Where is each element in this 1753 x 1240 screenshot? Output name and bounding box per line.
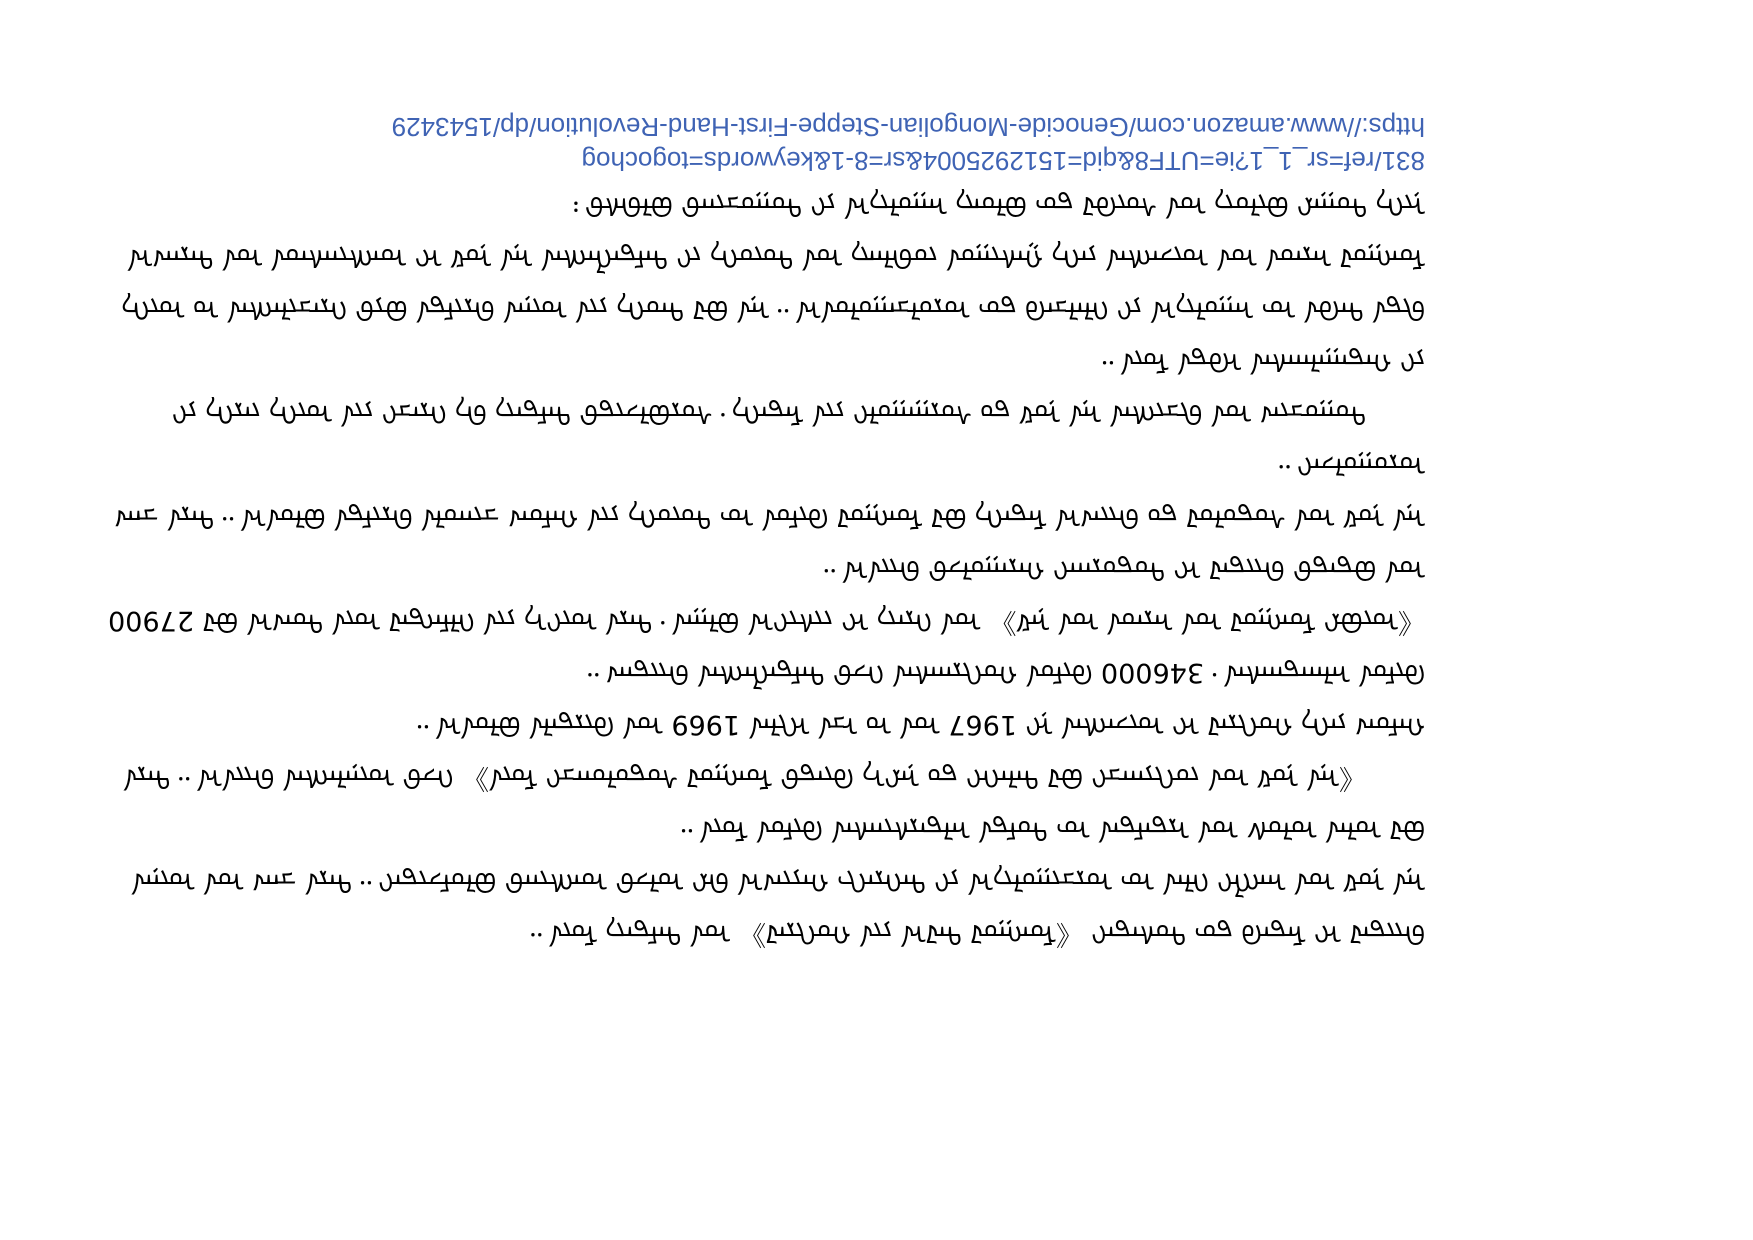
paragraph: ᠡᠨᠡ ᠨᠣᠮ ᠤᠨ ᠠᠩᠭᠯᠢ ᠬᠡᠯᠡᠨ ᠦ ᠣᠷᠴᠢᠭᠤᠯᠭ᠎ᠠ ᠶᠢ ᠳᠡᠭᠡᠷᠡᠬᠢ ᠬᠠᠶᠢᠭ᠎ᠠ ᠪᠠᠷ ᠣᠯᠵᠤ ᠤᠩᠰᠢᠬᠤ ᠪᠣᠯᠣᠮᠵᠢᠲᠠᠢ᠃ ᠲᠡᠷᠡ ᠴᠠᠭ ᠤᠨ ᠦᠨᠡᠨ ᠪᠠᠢᠳᠠᠯ ᠢ ᠮᠡᠳᠡᠬᠦ ᠳᠦ ᠲᠤᠰᠠᠲᠠᠢ 《ᠮᠣᠩᠭᠣᠯ ᠲᠠᠯ᠎ᠠ ᠶᠢᠨ ᠬᠣᠬᠢᠷᠠᠯ》 ᠤᠨ ᠲᠡᠮᠳᠡᠭ ᠮᠥᠨ᠃: [131, 865, 1425, 948]
paragraph: ᠨᠢᠭᠡ ᠳᠤᠭᠠᠷ ᠪᠦᠯᠦᠭ ᠤᠨ ᠰᠦᠭᠦᠯ ᠳᠦ ᠪᠤᠯᠤᠩ ᠠᠭᠤᠯᠭ᠎ᠠ ᠶᠢ ᠲᠣᠭᠣᠴᠢᠬᠤ ᠪᠤᠯᠪᠠᠰᠤ᠄: [573, 189, 1425, 220]
amazon-link-line-2[interactable]: 831/ref=sr_1_1?ie=UTF8&qid=1512925004&sr=8-1&keywords=togochog: [581, 146, 1425, 176]
paragraph: ᠡᠨᠡ ᠨᠣᠮ ᠤᠨ ᠰᠤᠳᠤᠯᠤᠯ ᠳᠤ ᠪᠠᠢᠭ᠎ᠠ ᠮᠡᠳᠡᠭᠡ ᠪᠣᠯ ᠮᠣᠩᠭᠣᠯ ᠬᠦᠮᠦᠨ ᠦ ᠲᠦᠦᠬᠡ ᠶᠢᠨ ᠬᠠᠮᠤᠭ ᠴᠢᠬᠤᠯᠠ ᠪᠠᠷᠢᠮᠲᠠ ᠪᠣᠯᠤᠨ᠎ᠠ᠃ ᠲᠡᠷᠡ ᠴᠠᠭ ᠤᠨ ᠪᠣᠳᠠᠳᠤ ᠪᠠᠢᠳᠠᠯ ᠢ ᠲᠣᠳᠣᠷᠬᠠᠢ ᠬᠠᠷᠠᠭᠤᠯᠵᠤ ᠪᠠᠢᠨ᠎ᠠ᠃: [114, 501, 1425, 584]
amazon-link-line-1[interactable]: https://www.amazon.com/Genocide-Mongolian-Steppe-First-Hand-Revolution/dp/1543429: [391, 112, 1425, 142]
paragraph: ᠮᠣᠩᠭᠣᠯ ᠠᠷᠠᠳ ᠤᠨ ᠦᠵᠡᠭᠰᠡᠨ ᠶᠡᠬᠡ ᠭᠠᠰᠢᠭᠤᠨ ᠵᠣᠪᠠᠯᠠᠩ ᠤᠨ ᠲᠦᠦᠬᠡ ᠵᠢ ᠲᠡᠮᠳᠡᠭᠯᠡᠭᠰᠡᠨ ᠡᠨᠡ ᠨᠣᠮ ᠢ ᠤᠩᠰᠢᠭᠰᠠᠳ ᠤᠨ ᠳᠠᠷᠠᠭ᠎ᠠ ᠪᠢᠳᠡ ᠲᠡᠭᠦᠨ ᠦ ᠠᠭᠤᠯᠭ᠎ᠠ ᠶᠢ ᠬᠡᠯᠡᠯᠴᠡᠬᠦ ᠳᠦ ᠣᠷᠣᠯᠴᠠᠭᠤᠯᠤᠨ᠎ᠠ᠃ ᠡᠨᠡ ᠪᠣᠯ ᠲᠡᠦᠬᠡ ᠶᠢᠨ ᠦᠨᠡᠨ ᠪᠠᠷᠢᠮᠲᠠ ᠪᠤᠶᠤ ᠭᠡᠷᠡᠴᠢᠯᠡᠭᠰᠡᠨ ᠤ ᠦᠭᠡ ᠶᠢ ᠬᠠᠳᠠᠭᠠᠯᠠᠭᠰᠠᠨ ᠡᠭᠦᠳᠡ ᠮᠥᠨ᠃: [121, 241, 1425, 376]
paragraph: ᠬᠠᠮᠤᠭ ᠶᠡᠬᠡ ᠬᠣᠬᠢᠷᠠᠯ ᠢ ᠦᠵᠡᠭᠰᠡᠨ ᠨᠢ 1967 ᠣᠨ ᠤ ᠡᠴᠡ ᠡᠬᠢᠯᠡᠨ 1969 ᠣᠨ ᠬᠦᠷᠲᠡᠯᠡ ᠪᠣᠯᠤᠨ᠎ᠠ᠃: [417, 709, 1425, 740]
paragraph: 《ᠡᠨᠡ ᠨᠣᠮ ᠤᠨ ᠵᠣᠬᠢᠶᠠᠭᠴᠢ ᠪᠣᠯ ᠳᠡᠯᠡᠬᠡᠢ ᠳᠤ ᠨᠡᠷ᠎ᠡ ᠬᠦᠨᠳᠦ ᠮᠣᠩᠭᠣᠯ ᠰᠤᠳᠤᠯᠤᠭᠴᠢ ᠮᠥᠨ》 ᠭᠡᠵᠦ ᠦᠨᠡᠯᠡᠭᠰᠡᠨ ᠪᠠᠢᠨ᠎ᠠ᠃ ᠲᠡᠷᠡ ᠪᠣᠯ ᠣᠯᠠᠨ ᠤᠯᠤᠰ ᠤᠨ ᠡᠷᠳᠡᠮᠲᠡᠨ ᠦ ᠳᠤᠮᠳᠠ ᠠᠯᠳᠠᠷᠰᠢᠭᠰᠠᠨ ᠬᠦᠮᠦᠨ ᠮᠥᠨ᠃: [122, 761, 1425, 844]
mongolian-text-block: [95, 110, 1425, 1140]
paragraph: 《ᠦᠪᠦᠷ ᠮᠣᠩᠭᠣᠯ ᠤᠨ ᠠᠷᠠᠳ ᠤᠨ ᠨᠠᠮ》 ᠤᠨ ᠬᠡᠷᠡᠭ ᠢ ᠵᠢᠱᠢᠶ᠎ᠠ ᠪᠣᠯᠭᠠᠨ᠂ ᠲᠡᠷᠡ ᠦᠶ᠎ᠡ ᠶᠢᠨ ᠬᠡᠯᠮᠡᠭᠳᠡᠯ ᠦᠨ ᠲᠣᠭ᠎ᠠ ᠪᠣᠯ 27900 ᠬᠦᠮᠦᠨ ᠠᠯᠠᠭᠳᠠᠭᠰᠠᠨ᠂ 346000 ᠬᠦᠮᠦᠨ ᠬᠣᠬᠢᠷᠠᠭᠰᠠᠨ ᠭᠡᠵᠦ ᠲᠡᠮᠳᠡᠭᠯᠡᠭᠰᠡᠨ ᠪᠠᠢᠳᠠᠭ᠃: [108, 605, 1425, 688]
body-paragraphs: [95, 178, 1425, 958]
paragraph: ᠲᠣᠭᠣᠴᠢᠭ ᠤᠨ ᠪᠢᠴᠢᠭᠰᠡᠨ ᠡᠨᠡ ᠨᠣᠮ ᠳᠤ ᠰᠤᠷᠭᠠᠭᠤᠯᠢ ᠶᠢᠨ ᠮᠡᠳᠡᠭᠡ᠂ ᠰᠤᠷᠪᠤᠯᠵᠢᠲᠤ ᠲᠡᠮᠳᠡᠭ ᠪᠠ ᠭᠡᠷᠡᠴᠢ ᠶᠢᠨ ᠦᠭᠡ ᠵᠡᠷᠭᠡ ᠶᠢ ᠣᠷᠤᠭᠤᠯᠵᠠᠢ᠃: [171, 397, 1425, 480]
